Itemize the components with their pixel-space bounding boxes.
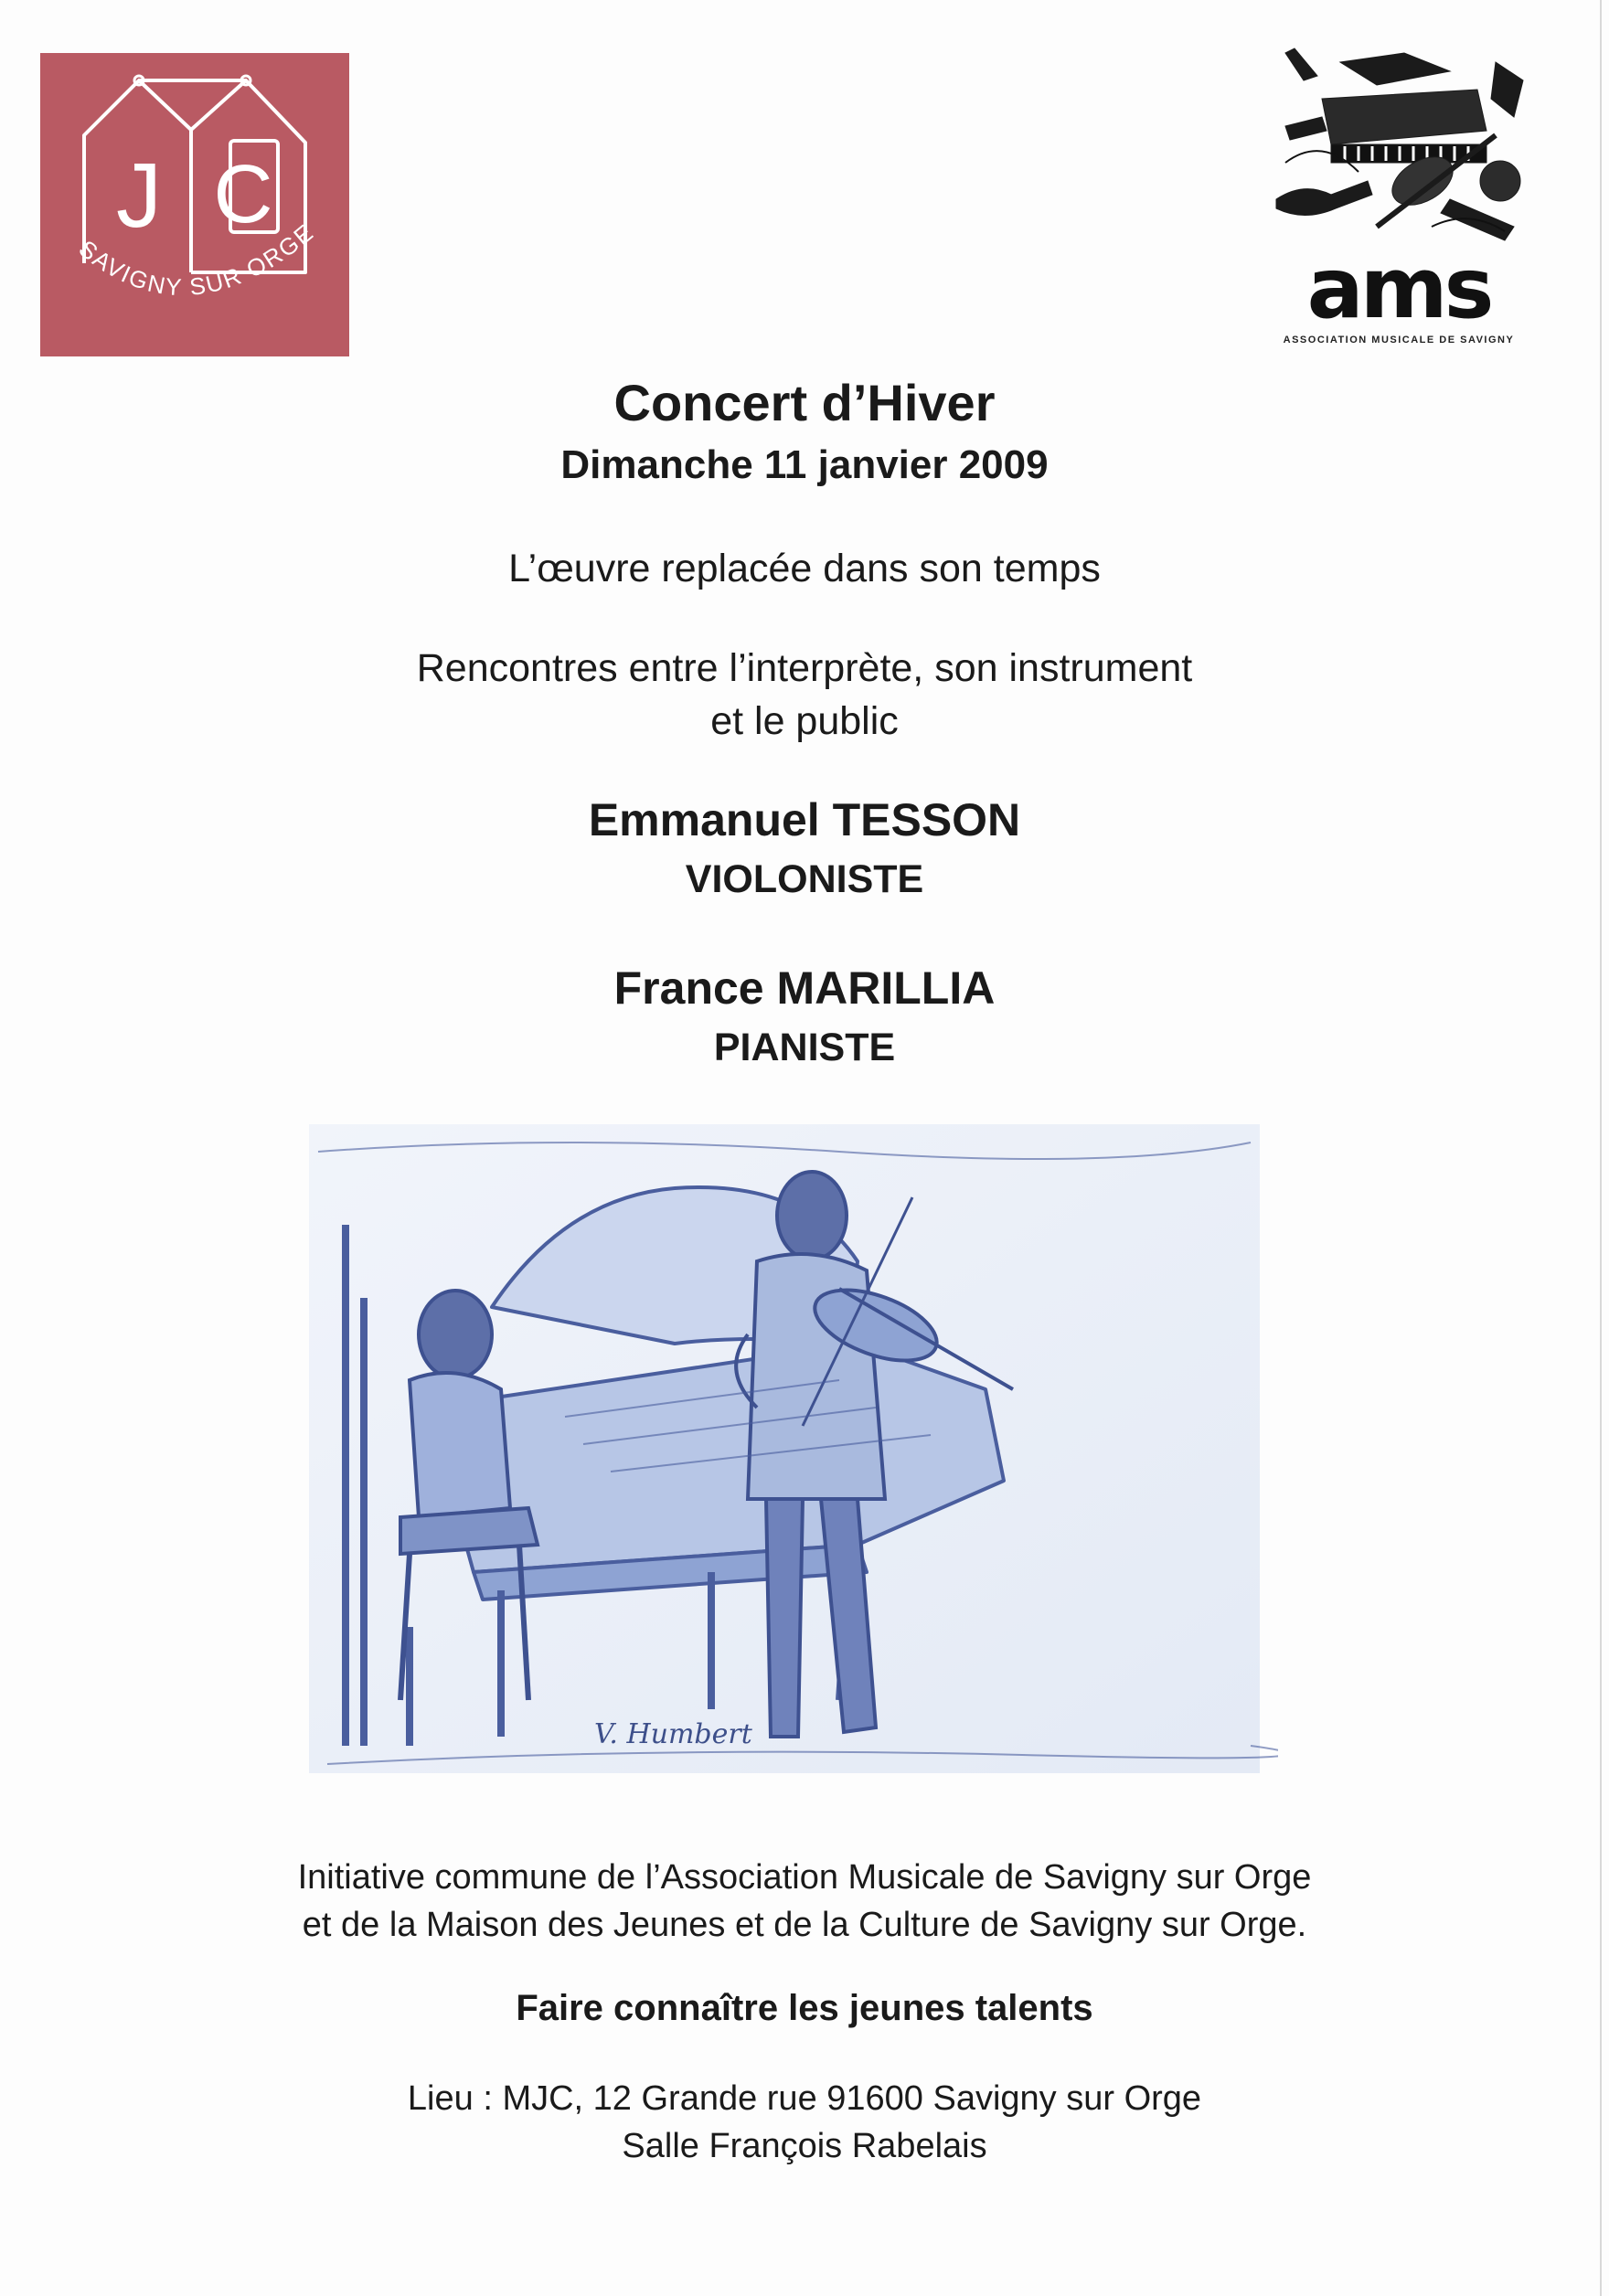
concert-sketch-illustration (291, 1115, 1278, 1791)
venue-address: Lieu : MJC, 12 Grande rue 91600 Savigny sur Orge (407, 2079, 1202, 2118)
initiative-line-2: et de la Maison des Jeunes et de la Culture de Savigny sur Orge. (302, 1906, 1307, 1944)
initiative-line-1: Initiative commune de l’Association Musicale de Savigny sur Orge (297, 1858, 1312, 1897)
mjc-logo (40, 53, 349, 356)
mjc-letter-j: J (116, 144, 162, 247)
performer-1-name: Emmanuel TESSON (588, 794, 1021, 845)
event-description-line-2: et le public (710, 699, 899, 743)
performer-2-role: PIANISTE (713, 1026, 896, 1069)
ams-logo (1262, 37, 1536, 356)
event-description (0, 642, 1609, 748)
initiative-text (0, 1854, 1609, 1949)
ams-wordmark: ams (1306, 239, 1491, 337)
illustration-signature: V. Humbert (594, 1718, 752, 1750)
performer-2-name: France MARILLIA (613, 962, 996, 1014)
mjc-letter-c: C (213, 149, 273, 240)
venue-room: Salle François Rabelais (622, 2127, 987, 2165)
event-description-line-1: Rencontres entre l’interprète, son instrument (416, 646, 1193, 690)
performer-1-role: VIOLONISTE (685, 857, 924, 901)
venue-info (0, 2075, 1609, 2170)
event-title: Concert d’Hiver (613, 374, 996, 431)
page-edge-divider (1600, 0, 1602, 2296)
instruments-collage-icon (1267, 44, 1530, 245)
event-date: Dimanche 11 janvier 2009 (560, 442, 1049, 487)
event-tagline: L’œuvre replacée dans son temps (508, 547, 1101, 590)
mjc-house-icon (40, 53, 349, 356)
ams-subtitle: ASSOCIATION MUSICALE DE SAVIGNY (1283, 335, 1515, 345)
motto: Faire connaître les jeunes talents (516, 1988, 1093, 2028)
mjc-town-label: SAVIGNY SUR ORGE (73, 218, 320, 302)
